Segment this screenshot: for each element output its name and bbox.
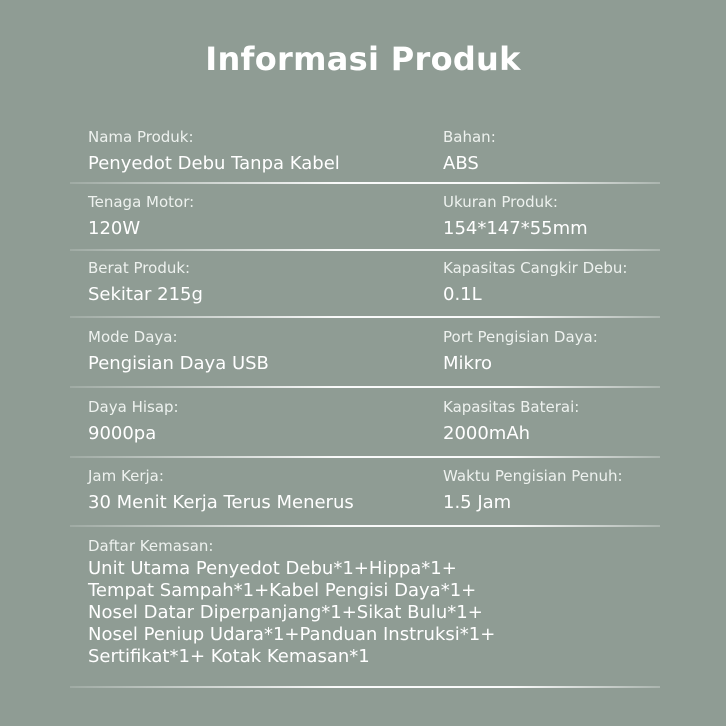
spec-battery-capacity (443, 397, 579, 447)
spec-value: 2000mAh (443, 423, 531, 444)
package-line: Sertifikat*1+ Kotak Kemasan*1 (88, 646, 370, 667)
spec-label: Jam Kerja: (88, 467, 164, 485)
spec-value: Mikro (443, 353, 492, 374)
spec-dust-cup-capacity (443, 258, 627, 308)
spec-value: 1.5 Jam (443, 492, 512, 513)
package-label: Daftar Kemasan: (88, 537, 214, 555)
package-line: Nosel Datar Diperpanjang*1+Sikat Bulu*1+ (88, 602, 483, 623)
spec-weight (88, 258, 203, 308)
row-divider (70, 525, 660, 527)
spec-value: Sekitar 215g (88, 284, 203, 305)
spec-product-size (443, 192, 588, 242)
spec-product-name (88, 127, 340, 177)
spec-label: Port Pengisian Daya: (443, 328, 598, 346)
spec-label: Mode Daya: (88, 328, 178, 346)
row-divider (70, 686, 660, 688)
spec-label: Bahan: (443, 128, 496, 146)
package-line: Tempat Sampah*1+Kabel Pengisi Daya*1+ (88, 580, 477, 601)
spec-suction-power (88, 397, 179, 447)
spec-label: Tenaga Motor: (88, 193, 195, 211)
spec-value: 154*147*55mm (443, 218, 588, 239)
spec-label: Berat Produk: (88, 259, 191, 277)
package-contents (88, 536, 668, 668)
spec-label: Daya Hisap: (88, 398, 179, 416)
spec-label: Waktu Pengisian Penuh: (443, 467, 623, 485)
spec-value: ABS (443, 153, 479, 174)
spec-material (443, 127, 496, 177)
spec-value: 30 Menit Kerja Terus Menerus (88, 492, 354, 513)
spec-value: 120W (88, 218, 141, 239)
row-divider (70, 386, 660, 388)
spec-full-charge-time (443, 466, 623, 516)
package-lines (88, 558, 668, 668)
row-divider (70, 456, 660, 458)
spec-row-motor-size (70, 192, 660, 262)
spec-value: Pengisian Daya USB (88, 353, 269, 374)
row-divider (70, 316, 660, 318)
row-divider (70, 249, 660, 251)
page-title: Informasi Produk (205, 40, 521, 78)
spec-value: 9000pa (88, 423, 157, 444)
package-line: Nosel Peniup Udara*1+Panduan Instruksi*1+ (88, 624, 496, 645)
package-line: Unit Utama Penyedot Debu*1+Hippa*1+ (88, 558, 457, 579)
spec-row-name-material (70, 127, 660, 197)
row-divider (70, 182, 660, 184)
spec-label: Kapasitas Baterai: (443, 398, 580, 416)
spec-value: Penyedot Debu Tanpa Kabel (88, 153, 340, 174)
spec-working-time (88, 466, 354, 516)
spec-power-mode (88, 327, 269, 377)
spec-label: Ukuran Produk: (443, 193, 558, 211)
spec-charging-port (443, 327, 598, 377)
spec-label: Nama Produk: (88, 128, 194, 146)
spec-label: Kapasitas Cangkir Debu: (443, 259, 628, 277)
spec-value: 0.1L (443, 284, 482, 305)
spec-motor-power (88, 192, 194, 242)
